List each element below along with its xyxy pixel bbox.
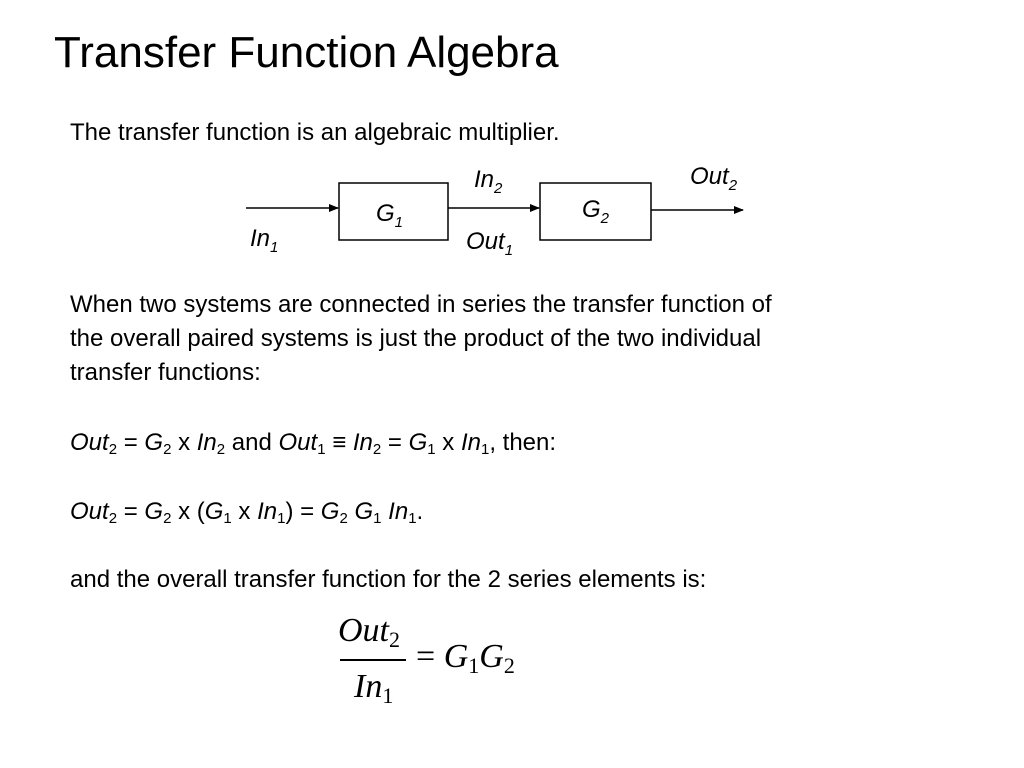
equation-line-2: $Out_2 = G_2$ x ($G_1$ x $In_1) = G_2$ $G_1$ $In_1$. bbox=[70, 498, 424, 527]
block-diagram bbox=[240, 160, 760, 270]
fraction-rhs: = $G_1G_2$ bbox=[416, 638, 515, 678]
in1-label: $In_1$ bbox=[250, 225, 279, 256]
fraction-bar bbox=[340, 659, 406, 661]
fraction-denominator: $In_1$ bbox=[354, 668, 394, 708]
fraction-numerator: Out$_2$ bbox=[338, 612, 400, 652]
series-text-line2: the overall paired systems is just the product of the two individual bbox=[70, 325, 762, 352]
series-text-line1: When two systems are connected in series the transfer function of bbox=[70, 291, 772, 318]
out2-label: Out$_2$ bbox=[690, 163, 738, 194]
intro-text: The transfer function is an algebraic multiplier. bbox=[70, 119, 560, 146]
conclusion-text: and the overall transfer function for the 2 series elements is: bbox=[70, 566, 707, 593]
slide-title: Transfer Function Algebra bbox=[54, 28, 559, 77]
in2-label: $In_2$ bbox=[474, 166, 503, 197]
block-g2-label: $G_2$ bbox=[582, 196, 610, 227]
block-g1-label: $G_1$ bbox=[376, 200, 404, 231]
equation-line-1: $Out_2 = G_2$ x $In_2$ and $Out_1 \equiv In_2 = G_1$ x $In_1$, then: bbox=[70, 429, 557, 458]
out1-label: Out$_1$ bbox=[466, 228, 514, 259]
series-text-line3: transfer functions: bbox=[70, 359, 261, 386]
